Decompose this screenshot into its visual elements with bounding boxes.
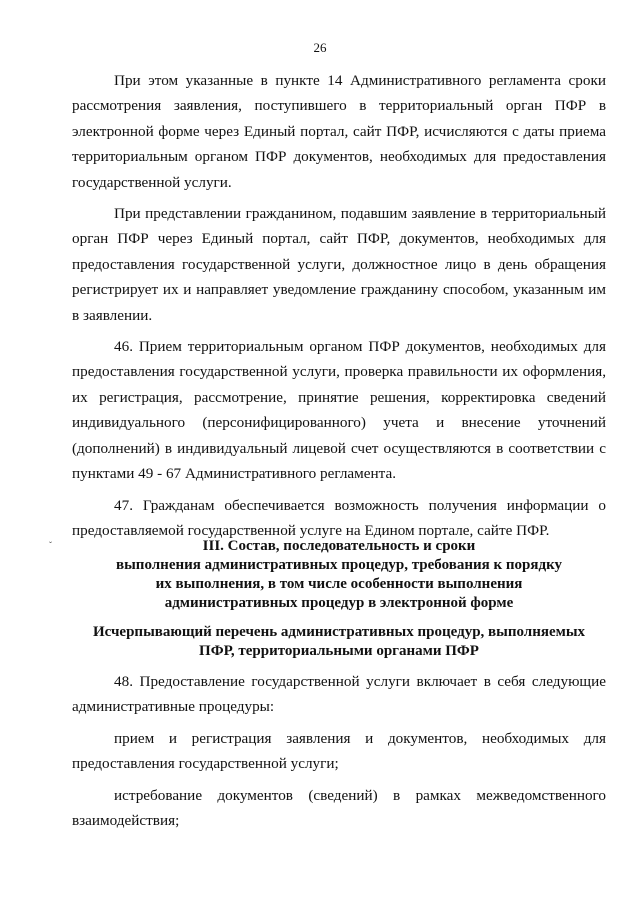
list-item-reception: прием и регистрация заявления и документов, необходимых для предоставления государственной услуги; xyxy=(72,729,606,773)
paragraph-document-submission: При представлении гражданином, подавшим заявление в территориальный орган ПФР через Единый портал, сайт ПФР, документов, необходимых для предоставления государственной услуги, должностное лицо в день обращения регистрирует их и направляет уведомление гражданину способом, указанным им в заявлении. xyxy=(72,205,606,324)
section-heading-line: III. Состав, последовательность и сроки xyxy=(202,538,476,554)
list-item-interagency-request: истребование документов (сведений) в рамках межведомственного взаимодействия; xyxy=(72,786,606,830)
section-heading-line: выполнения административных процедур, требования к порядку xyxy=(116,557,562,573)
body-text-block xyxy=(72,68,606,543)
section-heading-line: административных процедур в электронной форме xyxy=(164,595,514,611)
stray-mark: ˇ xyxy=(49,540,52,550)
subsection-heading-line: ПФР, территориальными органами ПФР xyxy=(199,643,479,659)
section-heading-line: их выполнения, в том числе особенности выполнения xyxy=(155,576,523,592)
procedures-text-block xyxy=(72,669,606,839)
subsection-heading xyxy=(72,623,606,661)
paragraph-47: 47. Гражданам обеспечивается возможность получения информации о предоставляемой государственной услуге на Едином портале, сайте ПФР. xyxy=(72,496,606,539)
paragraph-review-terms: При этом указанные в пункте 14 Административного регламента сроки рассмотрения заявления, поступившего в территориальный орган ПФР в электронной форме через Единый портал, сайт ПФР, исчисляются с даты приема территориальным органом ПФР документов, необходимых для предоставления государственной услуги. xyxy=(72,72,606,191)
page-number: 26 xyxy=(313,40,327,55)
paragraph-46: 46. Прием территориальным органом ПФР документов, необходимых для предоставления государственной услуги, проверка правильности их оформления, их регистрация, рассмотрение, принятие решения, корректировка сведений индивидуального (персонифицированного) учета и внесение уточнений (дополнений) в индивидуальный лицевой счет осуществляются в соответствии с пунктами 49 - 67 Административного регламента. xyxy=(72,338,606,483)
subsection-heading-line: Исчерпывающий перечень административных процедур, выполняемых xyxy=(92,624,586,640)
paragraph-48: 48. Предоставление государственной услуги включает в себя следующие административные процедуры: xyxy=(72,673,606,716)
section-heading xyxy=(72,537,606,613)
